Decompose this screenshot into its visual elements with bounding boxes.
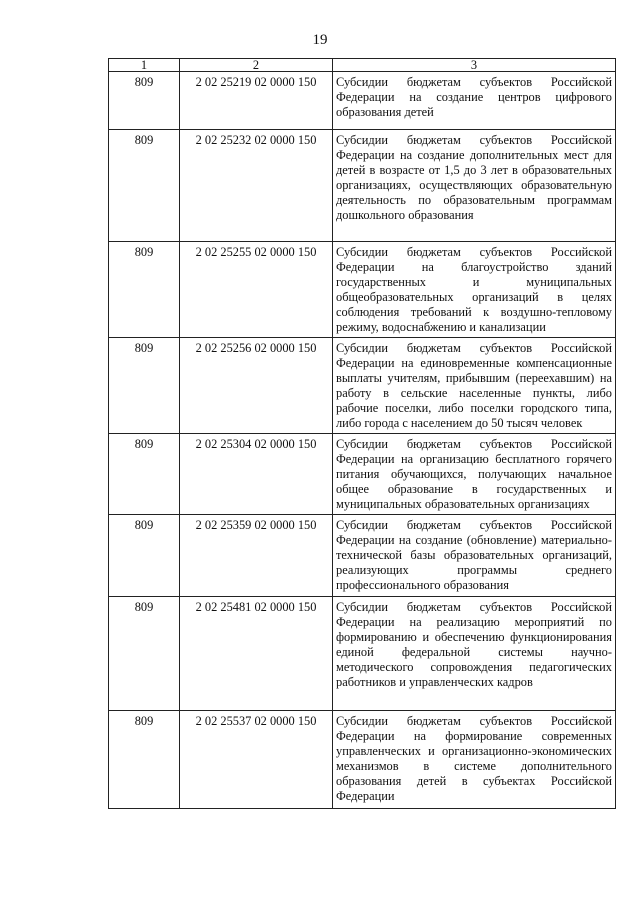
table-row [109, 597, 616, 711]
header-col-1: 1 [109, 59, 180, 72]
header-col-3: 3 [333, 59, 616, 72]
table-row [109, 711, 616, 809]
revenue-name-cell: Субсидии бюджетам субъектов Российской Федерации на единовременные компенсационные выплаты учителям, прибывшим (переехавшим) на работу в сельские населенные пункты, либо рабочие поселки, либо поселки городского типа, либо города с населением до 50 тысяч человек [333, 338, 616, 434]
header-col-2: 2 [180, 59, 333, 72]
admin-code-cell: 809 [109, 515, 180, 597]
budget-code-cell: 2 02 25537 02 0000 150 [180, 711, 333, 809]
table-row [109, 72, 616, 130]
admin-code-cell: 809 [109, 242, 180, 338]
table-row [109, 242, 616, 338]
budget-code-cell: 2 02 25481 02 0000 150 [180, 597, 333, 711]
admin-code-cell: 809 [109, 597, 180, 711]
revenue-name-cell: Субсидии бюджетам субъектов Российской Федерации на формирование современных управленческих и организационно-экономических механизмов в системе дополнительного образования детей в субъектах Российской Федерации [333, 711, 616, 809]
table-row [109, 515, 616, 597]
table-row [109, 434, 616, 515]
revenue-name-cell: Субсидии бюджетам субъектов Российской Федерации на благоустройство зданий государственных и муниципальных общеобразовательных организаций в целях соблюдения требований к воздушно-тепловому режиму, водоснабжению и канализации [333, 242, 616, 338]
budget-code-cell: 2 02 25232 02 0000 150 [180, 130, 333, 242]
admin-code-cell: 809 [109, 338, 180, 434]
revenue-name-cell: Субсидии бюджетам субъектов Российской Федерации на создание (обновление) материально-технической базы образовательных организаций, реализующих программы среднего профессионального образования [333, 515, 616, 597]
revenue-name-cell: Субсидии бюджетам субъектов Российской Федерации на создание дополнительных мест для детей в возрасте от 1,5 до 3 лет в образовательных организациях, осуществляющих образовательную деятельность по образовательным программам дошкольного образования [333, 130, 616, 242]
budget-code-cell: 2 02 25256 02 0000 150 [180, 338, 333, 434]
revenue-name-cell: Субсидии бюджетам субъектов Российской Федерации на организацию бесплатного горячего питания обучающихся, получающих начальное общее образование в государственных и муниципальных образовательных организациях [333, 434, 616, 515]
budget-code-cell: 2 02 25219 02 0000 150 [180, 72, 333, 130]
admin-code-cell: 809 [109, 434, 180, 515]
admin-code-cell: 809 [109, 711, 180, 809]
budget-code-cell: 2 02 25359 02 0000 150 [180, 515, 333, 597]
page-number: 19 [312, 32, 328, 48]
revenue-name-cell: Субсидии бюджетам субъектов Российской Федерации на создание центров цифрового образования детей [333, 72, 616, 130]
header-row [109, 59, 616, 72]
admin-code-cell: 809 [109, 130, 180, 242]
admin-code-cell: 809 [109, 72, 180, 130]
budget-codes-table [108, 58, 616, 809]
budget-code-cell: 2 02 25255 02 0000 150 [180, 242, 333, 338]
revenue-name-cell: Субсидии бюджетам субъектов Российской Федерации на реализацию мероприятий по формированию и обеспечению функционирования единой федеральной системы научно-методического сопровождения педагогических работников и управленческих кадров [333, 597, 616, 711]
table-row [109, 338, 616, 434]
table-row [109, 130, 616, 242]
budget-code-cell: 2 02 25304 02 0000 150 [180, 434, 333, 515]
